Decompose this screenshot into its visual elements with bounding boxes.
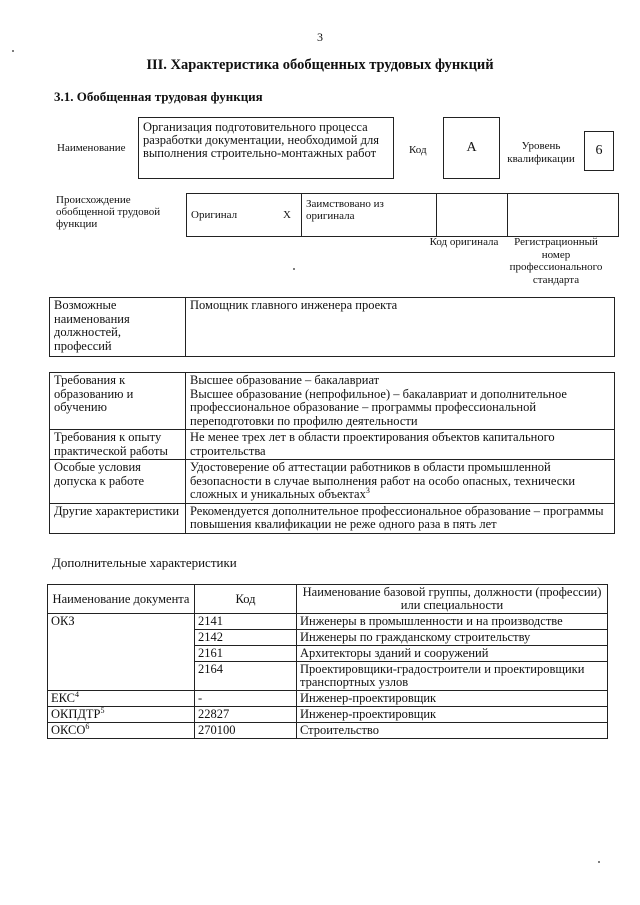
table-row (48, 707, 608, 723)
requirement-value (186, 373, 615, 430)
code-cell: 2141 (195, 614, 297, 630)
original-label: Оригинал (187, 194, 274, 237)
table-row (48, 614, 608, 630)
code-cell: 22827 (195, 707, 297, 723)
footnote-mark: 6 (85, 721, 90, 731)
positions-table (49, 297, 615, 357)
table-row (50, 373, 615, 430)
table-row (50, 430, 615, 460)
requirement-label: Требования к опыту практической работы (50, 430, 186, 460)
requirement-line: Высшее образование (непрофильное) – бакалавриат и дополнительное профессиональное образование – программы профессиональной переподготовки по профилю деятельности (190, 386, 567, 428)
original-code-cell (437, 194, 508, 237)
code-cell: 2164 (195, 662, 297, 691)
group-name-cell: Строительство (297, 723, 608, 739)
footnote-mark: 4 (75, 689, 79, 699)
table-header-row (48, 585, 608, 614)
group-name-cell: Инженеры в промышленности и на производстве (297, 614, 608, 630)
code-cell: 270100 (195, 723, 297, 739)
footnote-mark: 5 (100, 705, 105, 715)
code-cell: - (195, 691, 297, 707)
scan-speck (293, 268, 295, 270)
requirement-line: Высшее образование – бакалавриат (190, 373, 380, 387)
subsection-title: 3.1. Обобщенная трудовая функция (54, 89, 263, 104)
doc-name-cell: ОКЗ (48, 614, 195, 691)
group-name-cell: Инженеры по гражданскому строительству (297, 630, 608, 646)
column-header: Наименование документа (48, 585, 195, 614)
additional-table (47, 584, 608, 739)
group-name-cell: Инженер-проектировщик (297, 691, 608, 707)
requirement-value: Не менее трех лет в области проектирования объектов капитального строительства (186, 430, 615, 460)
code-cell: 2142 (195, 630, 297, 646)
doc-name: ОКСО (51, 723, 86, 737)
reg-number-cell (508, 194, 619, 237)
code-label: Код (409, 144, 427, 156)
scan-speck (598, 861, 600, 863)
doc-name-cell (48, 691, 195, 707)
page-number: 3 (317, 30, 323, 44)
qualification-level-label: Уровень квалификации (507, 140, 575, 165)
original-mark: Х (273, 194, 302, 237)
requirement-value (186, 460, 615, 504)
column-header: Наименование базовой группы, должности (профессии) или специальности (297, 585, 608, 614)
requirements-table (49, 372, 615, 534)
code-value: А (443, 117, 500, 179)
doc-name: ОКПДТР (51, 707, 101, 721)
table-row (48, 723, 608, 739)
requirement-value: Рекомендуется дополнительное профессиональное образование – программы повышения квалификации не реже одного раза в пять лет (186, 503, 615, 533)
column-header: Код (195, 585, 297, 614)
doc-name: ЕКС (51, 691, 75, 705)
table-row (50, 503, 615, 533)
section-title: III. Характеристика обобщенных трудовых функций (146, 57, 494, 73)
origin-label: Происхождение обобщенной трудовой функции (56, 194, 161, 230)
additional-title: Дополнительные характеристики (52, 555, 237, 570)
reg-number-label: Регистрационный номер профессионального стандарта (509, 236, 603, 286)
function-name-value: Организация подготовительного процесса разработки документации, необходимой для выполнения строительно-монтажных работ (138, 117, 394, 179)
requirement-label: Особые условия допуска к работе (50, 460, 186, 504)
qualification-level-value: 6 (584, 131, 614, 171)
doc-name-cell (48, 707, 195, 723)
group-name-cell: Инженер-проектировщик (297, 707, 608, 723)
positions-value: Помощник главного инженера проекта (186, 298, 615, 357)
table-row (50, 460, 615, 504)
group-name-cell: Проектировщики-градостроители и проектировщики транспортных узлов (297, 662, 608, 691)
requirement-label: Требования к образованию и обучению (50, 373, 186, 430)
group-name-cell: Архитекторы зданий и сооружений (297, 646, 608, 662)
scan-speck (12, 50, 14, 52)
requirement-label: Другие характеристики (50, 503, 186, 533)
original-code-label: Код оригинала (429, 236, 499, 248)
origin-table (186, 193, 619, 237)
table-row (48, 691, 608, 707)
requirement-line: Удостоверение об аттестации работников в области промышленной безопасности в случае выполнения работ на особо опасных, технически сложных и уникальных объектах (190, 460, 576, 501)
borrowed-label: Заимствовано из оригинала (302, 194, 437, 237)
code-cell: 2161 (195, 646, 297, 662)
doc-name-cell (48, 723, 195, 739)
footnote-mark: 3 (365, 485, 370, 495)
name-label: Наименование (57, 142, 126, 154)
positions-label: Возможные наименования должностей, профессий (50, 298, 186, 357)
